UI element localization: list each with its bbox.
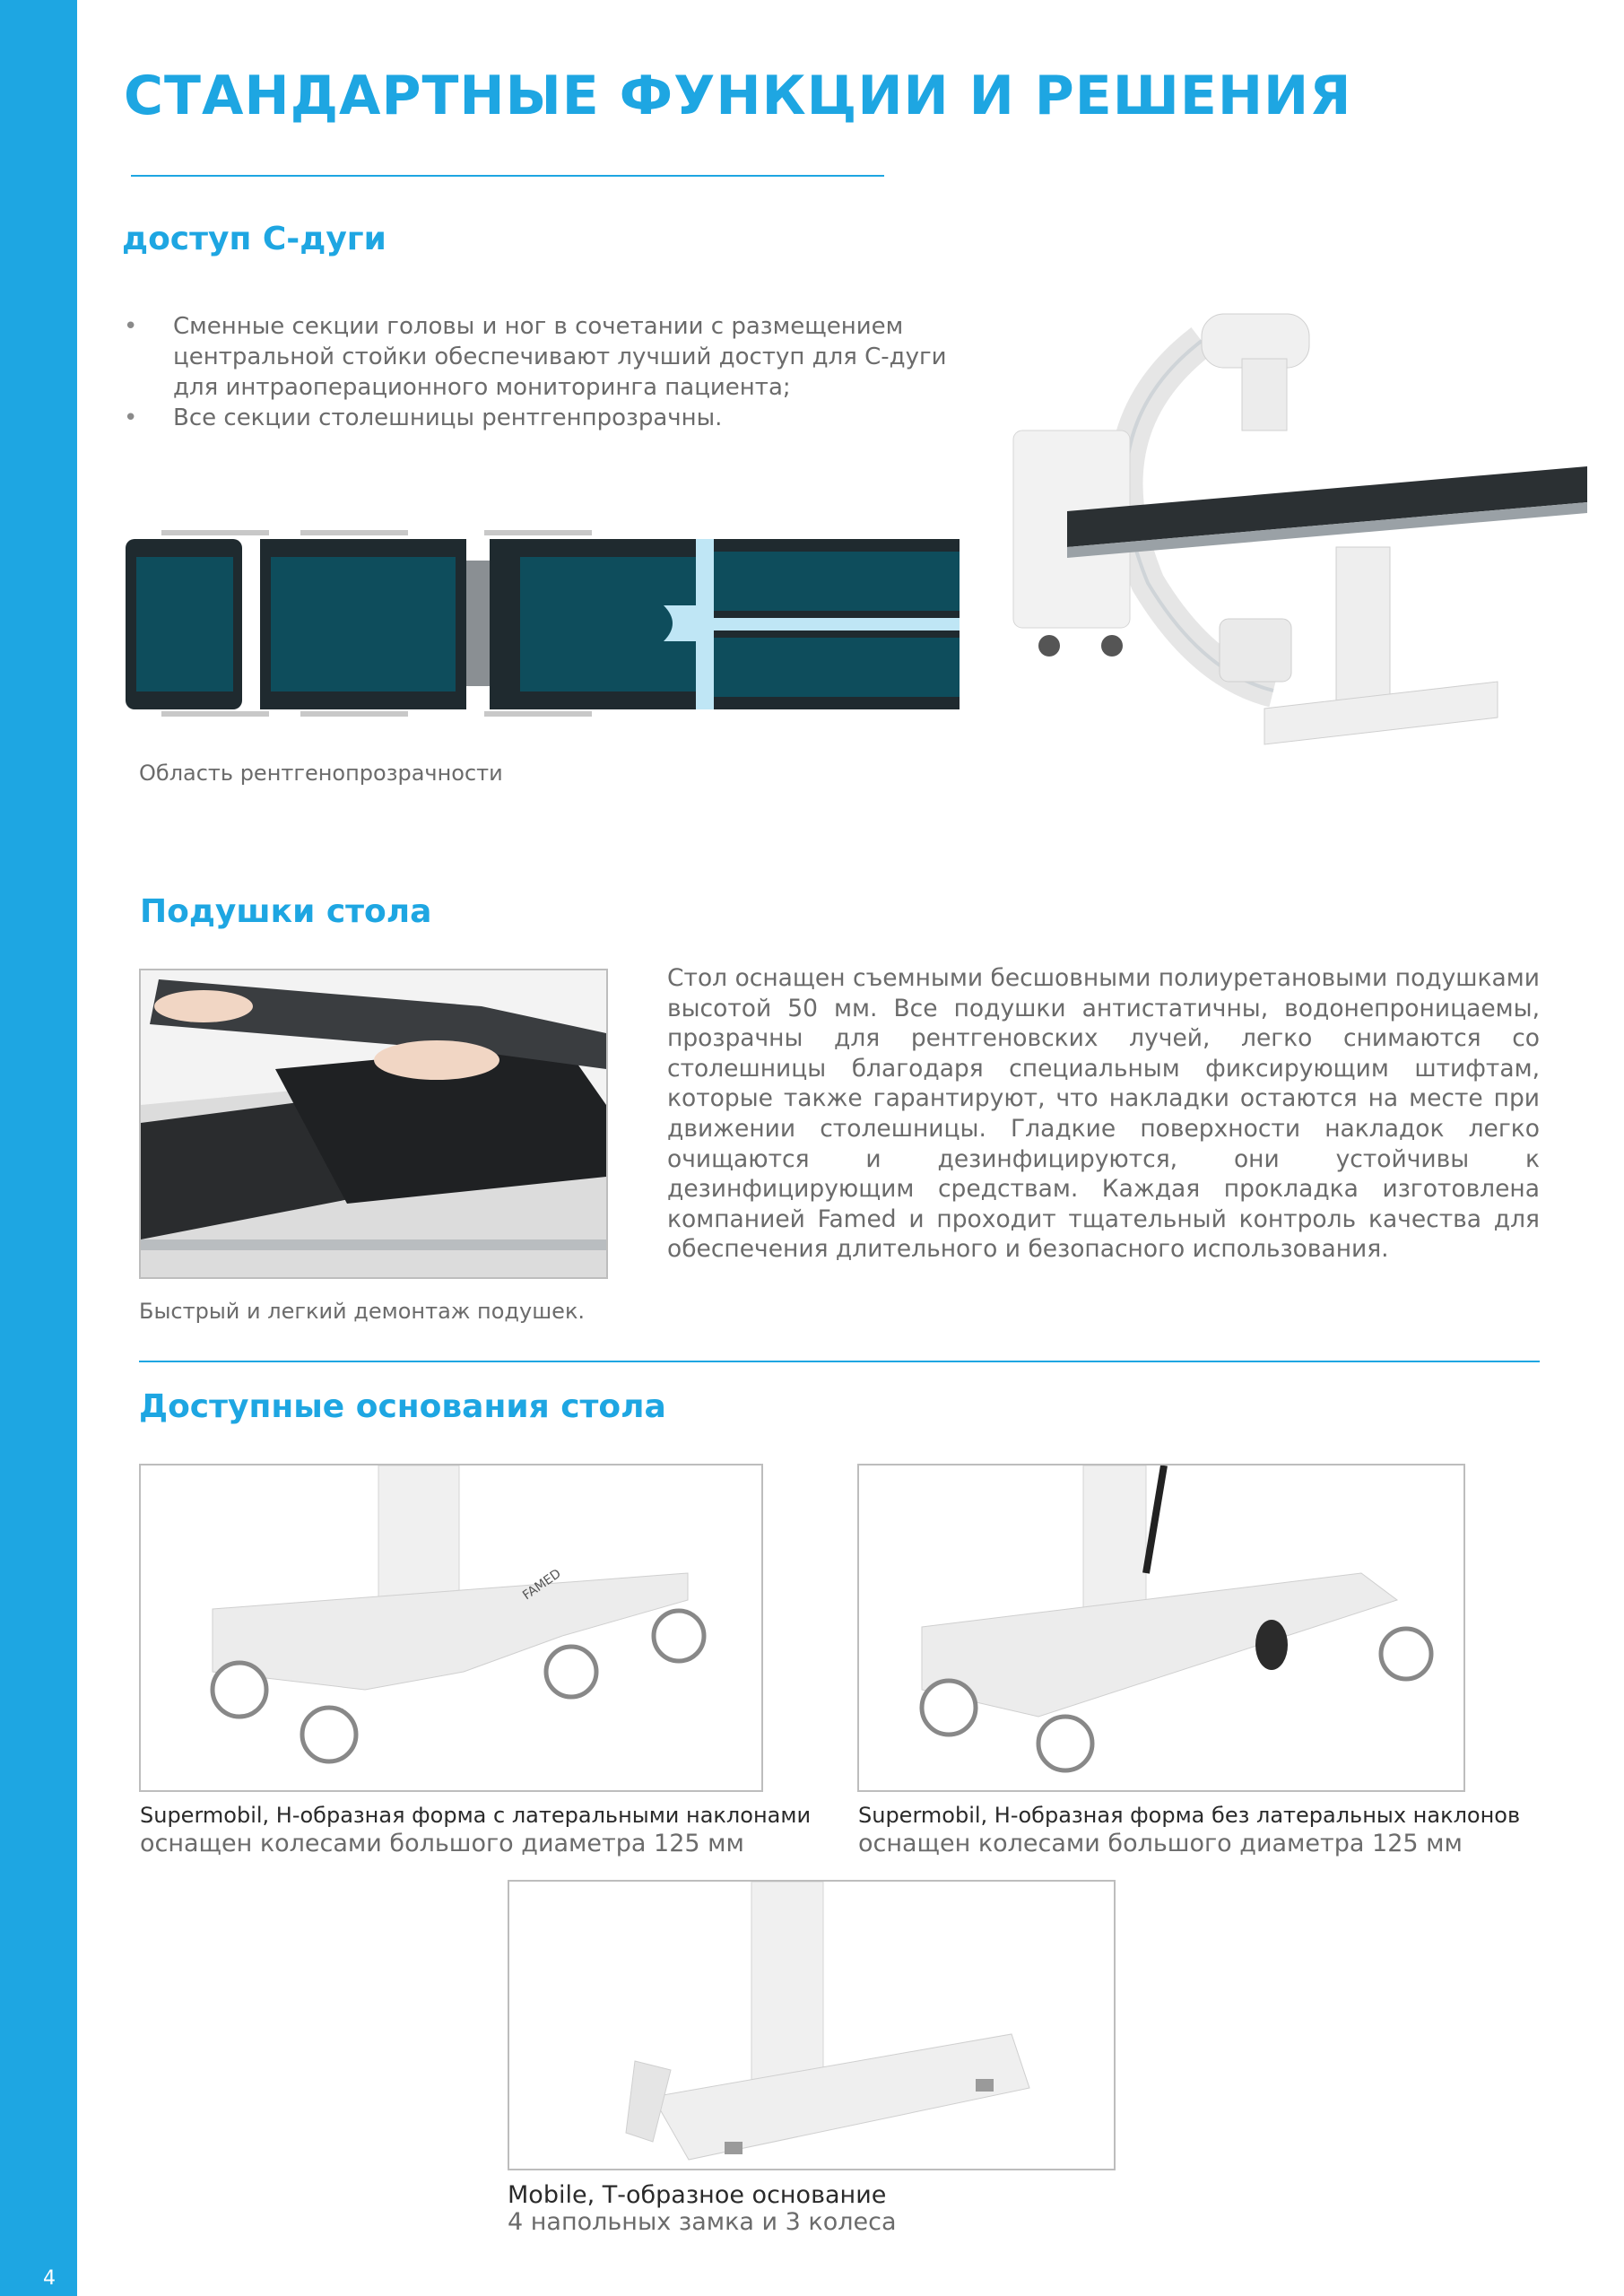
title-divider xyxy=(131,175,884,177)
radiolucency-caption: Область рентгенопрозрачности xyxy=(139,761,503,786)
base-1-title: Supermobil, H-образная форма с латеральными наклонами xyxy=(140,1803,812,1828)
c-arm-table-photo xyxy=(995,287,1596,789)
page-title: СТАНДАРТНЫЕ ФУНКЦИИ И РЕШЕНИЯ xyxy=(124,65,1352,127)
page-number: 4 xyxy=(43,2267,56,2290)
bullet-item: • Все секции столешницы рентгенпрозрачны. xyxy=(124,403,976,433)
bullet-item: • Сменные секции головы и ног в сочетании с размещением центральной стойки обеспечивают лучший доступ для С-дуги для интраоперационного мониторинга пациента; xyxy=(124,311,976,403)
section-heading-cushions: Подушки стола xyxy=(140,893,432,930)
famed-logo: FAMED xyxy=(520,1566,564,1604)
cushion-photo-caption: Быстрый и легкий демонтаж подушек. xyxy=(139,1299,586,1324)
base-photo-t-mobile xyxy=(508,1880,1116,2170)
base-photo-h-no-lateral xyxy=(857,1464,1465,1792)
base-photo-h-lateral xyxy=(139,1464,763,1792)
base-2-subtitle: оснащен колесами большого диаметра 125 мм xyxy=(858,1830,1463,1857)
c-arm-bullet-list xyxy=(124,311,976,433)
section-heading-bases: Доступные основания стола xyxy=(139,1388,666,1425)
base-1-subtitle: оснащен колесами большого диаметра 125 мм xyxy=(140,1830,744,1857)
base-3-subtitle: 4 напольных замка и 3 колеса xyxy=(508,2208,897,2236)
base-3-title: Mobile, Т-образное основание xyxy=(508,2181,887,2209)
base-2-title: Supermobil, H-образная форма без латеральных наклонов xyxy=(858,1803,1521,1828)
section-heading-c-arm: доступ С-дуги xyxy=(122,221,386,257)
side-accent-bar xyxy=(0,0,77,2296)
section-divider xyxy=(139,1361,1540,1362)
radiolucency-diagram xyxy=(126,525,960,722)
cushions-description: Стол оснащен съемными бесшовными полиуретановыми подушками высотой 50 мм. Все подушки антистатичны, водонепроницаемы, прозрачны для рентгеновских лучей, легко снимаются со столешницы благодаря специальным фиксирующим штифтам, которые также гарантируют, что накладки остаются на месте при движении столешницы. Гладкие поверхности накладок легко очищаются и дезинфицируются, они устойчивы к дезинфицирующим средствам. Каждая прокладка изготовлена компанией Famed и проходит тщательный контроль качества для обеспечения длительного и безопасного использования. xyxy=(667,964,1540,1264)
cushion-removal-photo xyxy=(139,969,608,1279)
